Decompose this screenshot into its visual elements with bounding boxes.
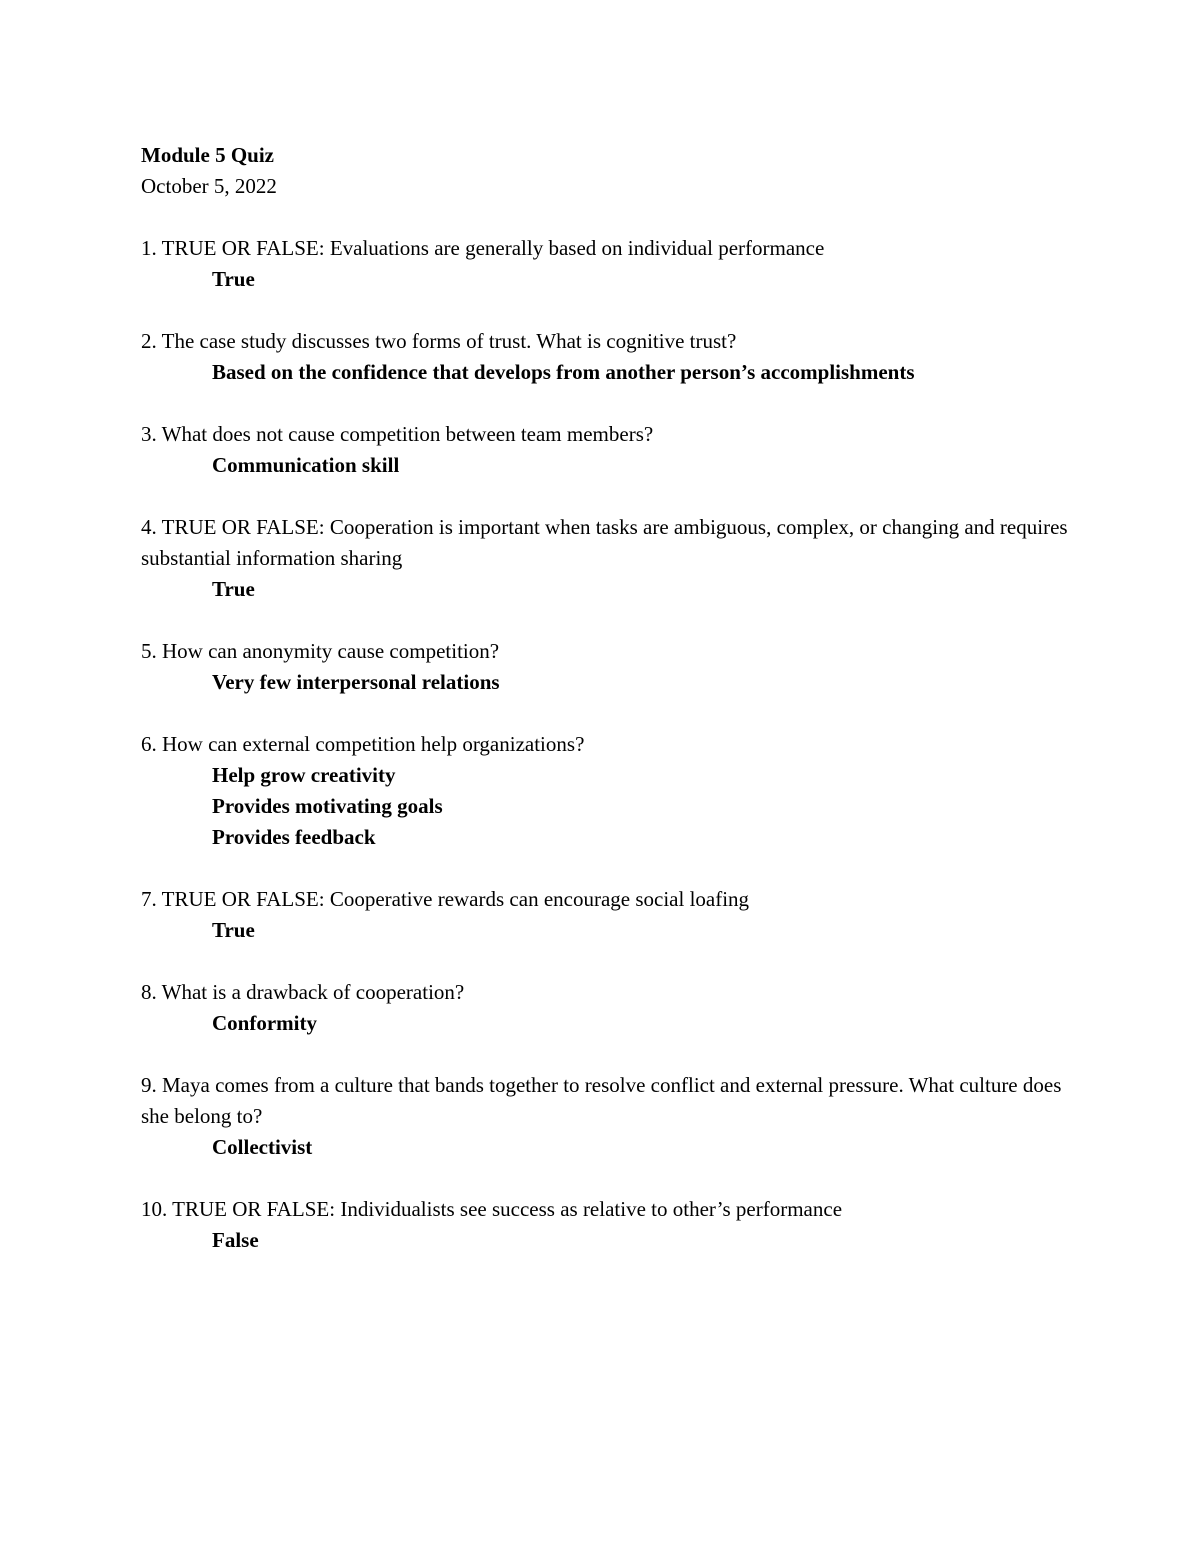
quiz-item [141, 326, 1071, 388]
question-text: 5. How can anonymity cause competition? [141, 639, 500, 663]
answer-text: Provides motivating goals [212, 794, 443, 818]
question-text: 3. What does not cause competition between team members? [141, 422, 654, 446]
quiz-item [141, 1194, 1071, 1256]
answer-text: True [212, 267, 255, 291]
document-title: Module 5 Quiz [141, 143, 275, 167]
answer-text: Help grow creativity [212, 763, 396, 787]
quiz-item [141, 233, 1071, 295]
quiz-list [141, 233, 1071, 1256]
answer-text: Communication skill [212, 453, 400, 477]
answer-text: True [212, 577, 255, 601]
quiz-item [141, 1070, 1071, 1163]
document-date: October 5, 2022 [141, 174, 277, 198]
answer-text: Very few interpersonal relations [212, 670, 500, 694]
question-text: 4. TRUE OR FALSE: Cooperation is important when tasks are ambiguous, complex, or changing and requires substantial information sharing [141, 515, 1068, 570]
quiz-item [141, 729, 1071, 853]
question-text: 7. TRUE OR FALSE: Cooperative rewards can encourage social loafing [141, 887, 750, 911]
quiz-item [141, 419, 1071, 481]
answer-text: Conformity [212, 1011, 317, 1035]
quiz-item [141, 636, 1071, 698]
quiz-item [141, 512, 1071, 605]
question-text: 10. TRUE OR FALSE: Individualists see success as relative to other’s performance [141, 1197, 843, 1221]
question-text: 2. The case study discusses two forms of trust. What is cognitive trust? [141, 329, 737, 353]
quiz-item [141, 977, 1071, 1039]
answer-text: Collectivist [212, 1135, 313, 1159]
answer-text: True [212, 918, 255, 942]
answer-text: Provides feedback [212, 825, 376, 849]
answer-text: Based on the confidence that develops from another person’s accomplishments [212, 360, 915, 384]
quiz-item [141, 884, 1071, 946]
answer-text: False [212, 1228, 259, 1252]
document-content [141, 140, 1071, 1256]
question-text: 1. TRUE OR FALSE: Evaluations are generally based on individual performance [141, 236, 825, 260]
question-text: 9. Maya comes from a culture that bands together to resolve conflict and external pressure. What culture does she belong to? [141, 1073, 1062, 1128]
question-text: 8. What is a drawback of cooperation? [141, 980, 465, 1004]
question-text: 6. How can external competition help organizations? [141, 732, 585, 756]
